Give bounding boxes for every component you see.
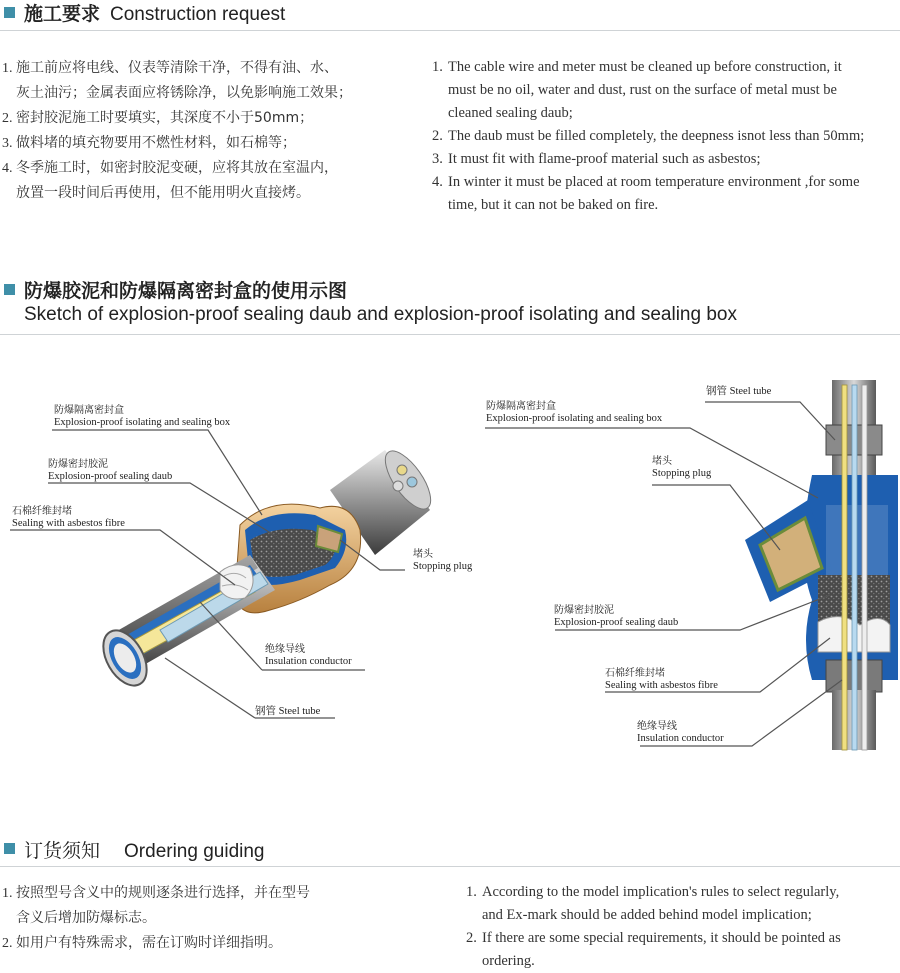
asbestos-fibre	[220, 565, 253, 599]
list-item: 3. 做料堵的填充物要用不燃性材料，如石棉等；	[2, 135, 296, 151]
ordering-title: 订货须知 Ordering guiding	[24, 840, 265, 862]
construction-header	[0, 0, 900, 30]
label-right-fibre: 石棉纤维封堵 Sealing with asbestos fibre	[605, 668, 718, 691]
construction-title: 施工要求 Construction request	[24, 3, 286, 25]
label-left-daub: 防爆密封胶泥 Explosion-proof sealing daub	[48, 459, 173, 482]
list-item: 2. 密封胶泥施工时要填实，其深度不小于50mm；	[2, 110, 314, 126]
leader-line	[10, 530, 235, 585]
list-item: 4. In winter it must be placed at room temperature environment ,for some time, but it can not be baked on fire.	[432, 174, 860, 213]
label-right-box: 防爆隔离密封盒 Explosion-proof isolating and sealing box	[486, 401, 663, 424]
construction-list-en	[432, 56, 900, 217]
ordering-header	[0, 836, 900, 866]
list-item: 2. If there are some special requirements, it should be pointed as ordering.	[466, 930, 841, 969]
sketch-header	[0, 276, 900, 336]
label-right-tube: 钢管 Steel tube	[706, 386, 772, 397]
label-left-plug: 堵头 Stopping plug	[413, 549, 473, 572]
section-divider	[0, 866, 900, 867]
section-marker-icon	[4, 7, 15, 18]
sketch-title-zh: 防爆胶泥和防爆隔离密封盒的使用示图	[24, 280, 348, 302]
list-item: 3. It must fit with flame-proof material such as asbestos;	[432, 151, 761, 167]
list-item: 2. The daub must be filled completely, the deepness isnot less than 50mm;	[432, 128, 865, 144]
label-left-fibre: 石棉纤维封堵 Sealing with asbestos fibre	[12, 506, 125, 529]
list-item: 1. 施工前应将电线、仪表等清除干净，不得有油、水、 灰土油污；金属表面应将锈除净，以免影响施工效果；	[2, 60, 352, 101]
sketch-title-en: Sketch of explosion-proof sealing daub and explosion-proof isolating and sealing box	[24, 304, 737, 325]
section-marker-icon	[4, 843, 15, 854]
label-left-conductor: 绝缘导线 Insulation conductor	[265, 644, 352, 667]
list-item: 1. The cable wire and meter must be cleaned up before construction, it must be no oil, water and dust, rust on the surface of metal must be cleaned sealing daub;	[432, 59, 842, 121]
list-item: 4. 冬季施工时，如密封胶泥变硬，应将其放在室温内， 放置一段时间后再使用，但不能用明火直接烤。	[2, 160, 338, 201]
label-left-tube: 钢管 Steel tube	[255, 706, 321, 717]
ordering-list-en	[466, 881, 900, 973]
insulation-conductor	[842, 385, 847, 750]
section-divider	[0, 30, 900, 31]
section-marker-icon	[4, 284, 15, 295]
label-right-daub: 防爆密封胶泥 Explosion-proof sealing daub	[554, 605, 679, 628]
list-item: 2. 如用户有特殊需求，需在订购时详细指明。	[2, 935, 282, 951]
label-right-plug: 堵头 Stopping plug	[652, 456, 712, 479]
section-divider	[0, 334, 900, 335]
right-sketch	[485, 380, 898, 750]
leader-line	[705, 402, 835, 440]
label-left-box: 防爆隔离密封盒 Explosion-proof isolating and sealing box	[54, 405, 231, 428]
ordering-list-zh	[0, 881, 310, 956]
label-right-conductor: 绝缘导线 Insulation conductor	[637, 721, 724, 744]
list-item: 1. 按照型号含义中的规则逐条进行选择，并在型号 含义后增加防爆标志。	[2, 885, 310, 926]
list-item: 1. According to the model implication's rules to select regularly, and Ex-mark should be added behind model implication;	[466, 884, 840, 923]
construction-list-zh	[0, 56, 352, 206]
